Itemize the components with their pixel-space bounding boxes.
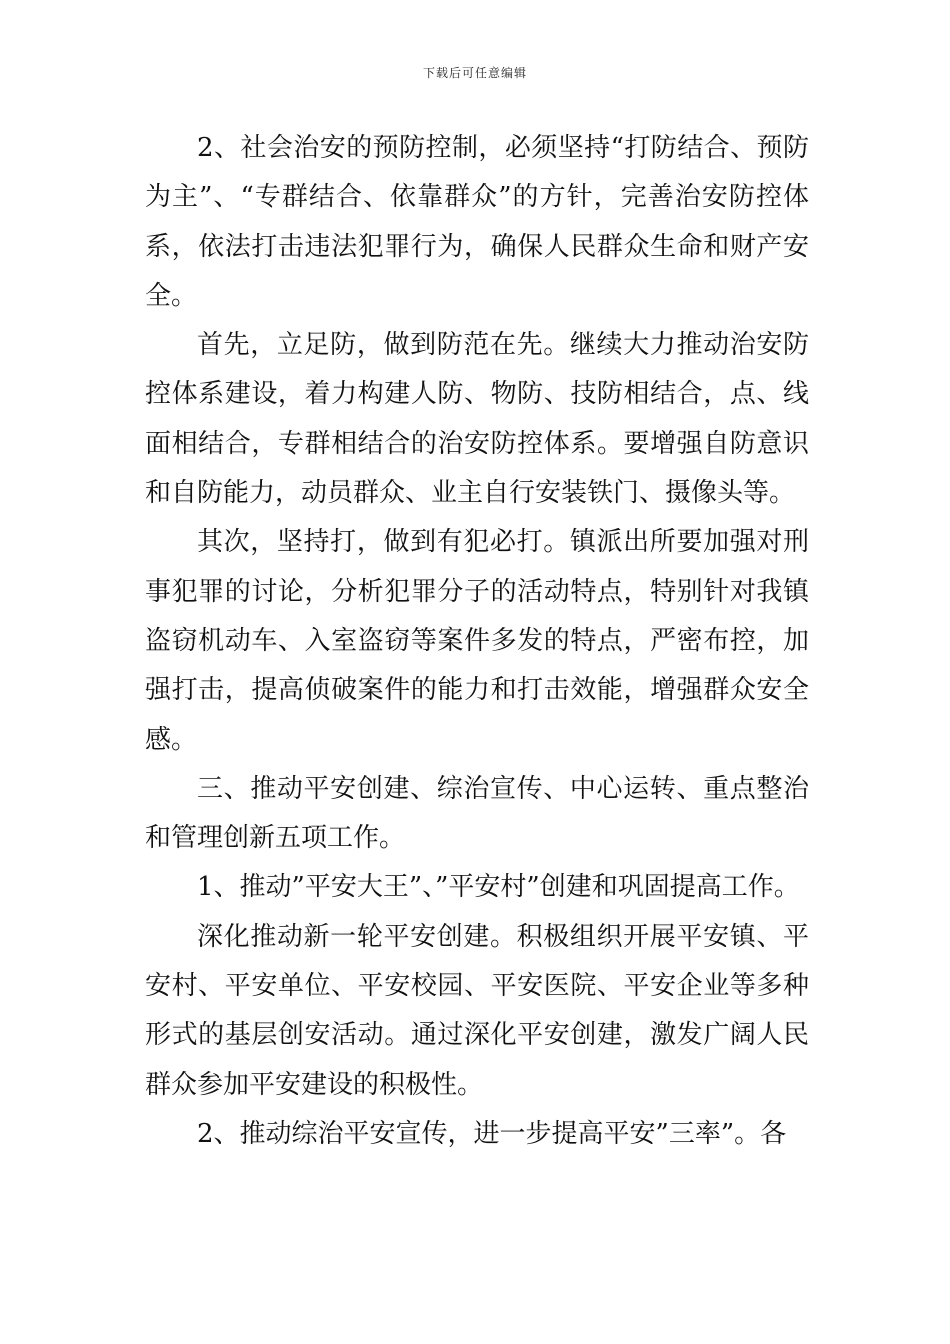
subsection-heading: 2、推动综治平安宣传，进一步提高平安”三率”。各 (197, 1118, 787, 1149)
subsection-heading: 1、推动”平安大王”、”平安村”创建和巩固提高工作。 (197, 872, 800, 903)
paragraph: 2、社会治安的预防控制，必须坚持“打防结合、预防为主”、“专群结合、依靠群众”的方针，完善治安防控体系，依法打击违法犯罪行为，确保人民群众生命和财产安全。 (145, 133, 809, 311)
paragraph: 首先，立足防，做到防范在先。继续大力推动治安防控体系建设，着力构建人防、物防、技防相结合，点、线面相结合，专群相结合的治安防控体系。要增强自防意识和自防能力，动员群众、业主自行安装铁门、摄像头等。 (145, 330, 809, 509)
page-header: 下载后可任意编辑 (422, 66, 527, 80)
section-heading: 三、推动平安创建、综治宣传、中心运转、重点整治和管理创新五项工作。 (145, 773, 809, 854)
paragraph: 深化推动新一轮平安创建。积极组织开展平安镇、平安村、平安单位、平安校园、平安医院、平安企业等多种形式的基层创安活动。通过深化平安创建，激发广阔人民群众参加平安建设的积极性。 (145, 921, 809, 1100)
paragraph: 其次，坚持打，做到有犯必打。镇派出所要加强对刑事犯罪的讨论，分析犯罪分子的活动特点，特别针对我镇盗窃机动车、入室盗窃等案件多发的特点，严密布控，加强打击，提高侦破案件的能力和打击效能，增强群众安全感。 (145, 527, 809, 755)
document-body (145, 124, 809, 1159)
